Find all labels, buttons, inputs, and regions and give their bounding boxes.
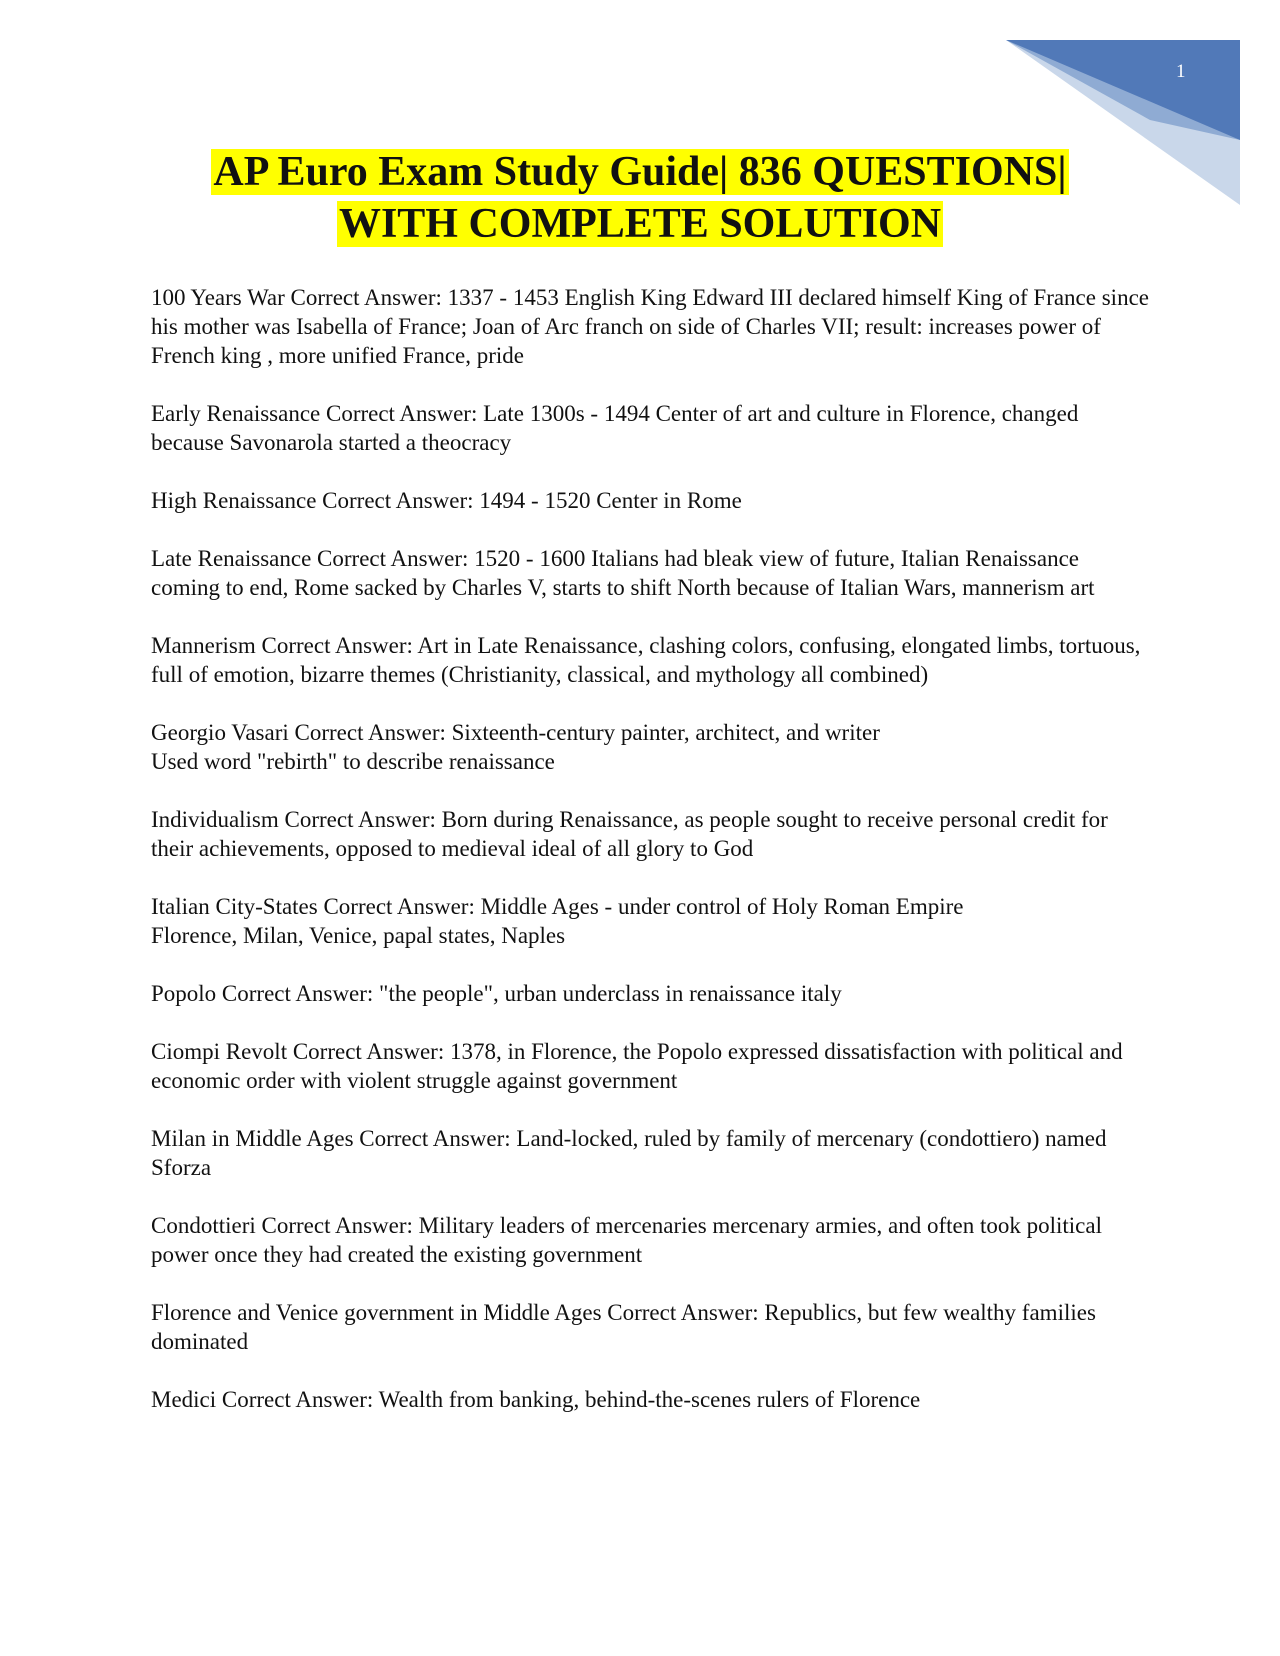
qa-entry: Popolo Correct Answer: "the people", urban underclass in renaissance italy [151, 981, 842, 1006]
qa-entry: Late Renaissance Correct Answer: 1520 - 1600 Italians had bleak view of future, Italian Renaissance coming to end, Rome sacked by Charles V, starts to shift North because of Italian Wars, mannerism art [151, 546, 1095, 600]
title-line-2: WITH COMPLETE SOLUTION [338, 201, 942, 247]
qa-entry: Ciompi Revolt Correct Answer: 1378, in Florence, the Popolo expressed dissatisfaction with political and economic order with violent struggle against government [151, 1039, 1123, 1093]
qa-entry: Early Renaissance Correct Answer: Late 1300s - 1494 Center of art and culture in Florence, changed because Savonarola started a theocracy [151, 401, 1079, 455]
qa-entry: 100 Years War Correct Answer: 1337 - 1453 English King Edward III declared himself King of France since his mother was Isabella of France; Joan of Arc franch on side of Charles VII; result: increases power of French king , more unified France, pride [151, 285, 1149, 368]
page-number: 1 [1176, 61, 1186, 82]
qa-entry: Florence and Venice government in Middle Ages Correct Answer: Republics, but few wealthy families dominated [151, 1300, 1096, 1354]
qa-entry: Italian City-States Correct Answer: Middle Ages - under control of Holy Roman Empire Florence, Milan, Venice, papal states, Naples [151, 894, 964, 948]
qa-entry: Mannerism Correct Answer: Art in Late Renaissance, clashing colors, confusing, elongated limbs, tortuous, full of emotion, bizarre themes (Christianity, classical, and mythology all combined) [151, 633, 1141, 687]
qa-entry: Individualism Correct Answer: Born during Renaissance, as people sought to receive personal credit for their achievements, opposed to medieval ideal of all glory to God [151, 807, 1108, 861]
qa-entry: Milan in Middle Ages Correct Answer: Land-locked, ruled by family of mercenary (condottiero) named Sforza [151, 1126, 1107, 1180]
study-guide-content [151, 283, 1151, 1443]
page-title [0, 146, 1280, 250]
title-line-1: AP Euro Exam Study Guide| 836 QUESTIONS| [213, 149, 1067, 195]
qa-entry: Condottieri Correct Answer: Military leaders of mercenaries mercenary armies, and often took political power once they had created the existing government [151, 1213, 1102, 1267]
qa-entry: High Renaissance Correct Answer: 1494 - 1520 Center in Rome [151, 488, 742, 513]
qa-entry: Medici Correct Answer: Wealth from banking, behind-the-scenes rulers of Florence [151, 1387, 921, 1412]
qa-entry: Georgio Vasari Correct Answer: Sixteenth-century painter, architect, and writer Used word "rebirth" to describe renaissance [151, 720, 880, 774]
